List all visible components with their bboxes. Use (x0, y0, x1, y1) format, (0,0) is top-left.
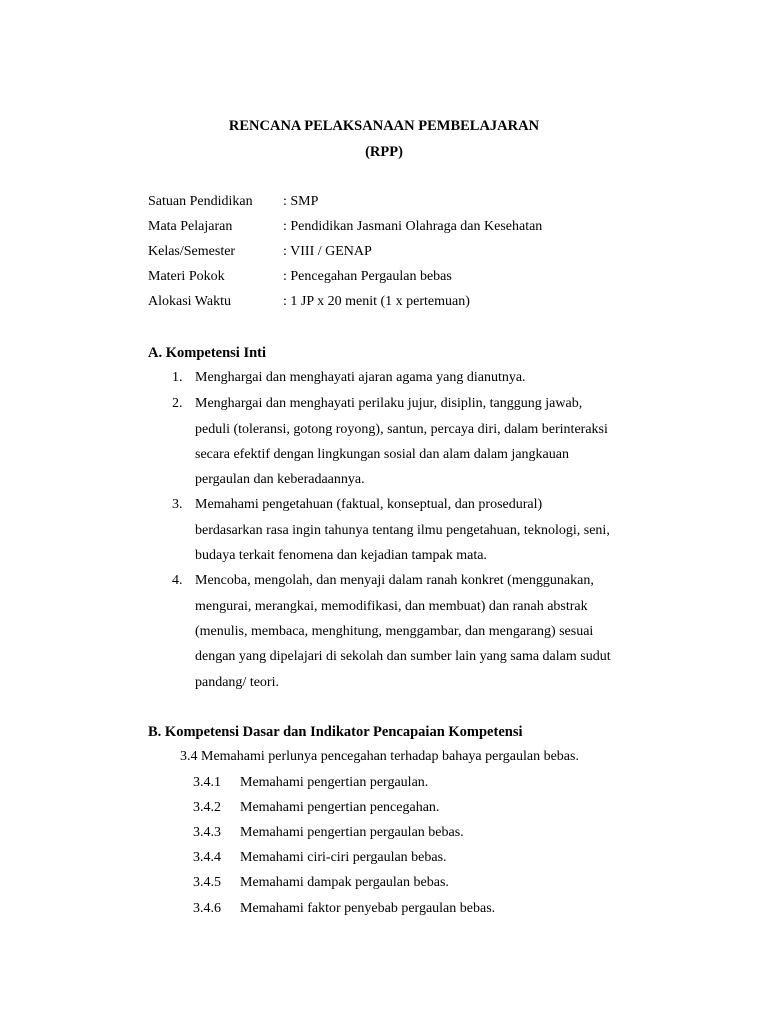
indicator-text: Memahami pengertian pergaulan bebas. (240, 825, 464, 840)
document-title: RENCANA PELAKSANAAN PEMBELAJARAN (228, 118, 540, 134)
kd-statement: 3.4 Memahami perlunya pencegahan terhadap bahaya pergaulan bebas. (180, 749, 579, 764)
document-subtitle: (RPP) (365, 144, 403, 160)
list-item-line: Mencoba, mengolah, dan menyaji dalam ranah konkret (menggunakan, (195, 573, 594, 588)
identity-label: Mata Pelajaran (148, 219, 233, 234)
identity-value: : Pencegahan Pergaulan bebas (283, 269, 452, 284)
indicator-text: Memahami ciri-ciri pergaulan bebas. (240, 850, 447, 865)
list-item-number: 4. (172, 573, 183, 588)
indicator-number: 3.4.3 (193, 825, 221, 840)
list-item-line: Menghargai dan menghayati perilaku jujur, disiplin, tanggung jawab, (195, 396, 583, 411)
list-item-number: 1. (172, 370, 183, 385)
identity-label: Kelas/Semester (148, 244, 236, 259)
indicator-text: Memahami pengertian pergaulan. (240, 775, 429, 790)
identity-value: : VIII / GENAP (283, 244, 372, 259)
indicator-text: Memahami dampak pergaulan bebas. (240, 875, 449, 890)
identity-value: : 1 JP x 20 menit (1 x pertemuan) (283, 294, 470, 309)
list-item-line: mengurai, merangkai, memodifikasi, dan membuat) dan ranah abstrak (195, 599, 588, 614)
section-a-heading: A. Kompetensi Inti (148, 345, 267, 361)
list-item-line: Menghargai dan menghayati ajaran agama yang dianutnya. (195, 370, 526, 385)
list-item-line: (menulis, membaca, menghitung, menggambar, dan mengarang) sesuai (195, 624, 594, 639)
indicator-text: Memahami pengertian pencegahan. (240, 800, 440, 815)
indicator-number: 3.4.5 (193, 875, 221, 890)
list-item-line: budaya terkait fenomena dan kejadian tampak mata. (195, 548, 487, 563)
list-item-line: peduli (toleransi, gotong royong), santun, percaya diri, dalam berinteraksi (195, 422, 608, 437)
indicator-number: 3.4.1 (193, 775, 221, 790)
list-item-line: dengan yang dipelajari di sekolah dan sumber lain yang sama dalam sudut (195, 649, 611, 664)
indicator-number: 3.4.6 (193, 901, 221, 916)
identity-value: : SMP (283, 194, 319, 209)
list-item-line: pandang/ teori. (195, 675, 279, 690)
identity-label: Satuan Pendidikan (148, 194, 253, 209)
indicator-text: Memahami faktor penyebab pergaulan bebas. (240, 901, 496, 916)
list-item-line: pergaulan dan keberadaannya. (195, 472, 365, 487)
indicator-number: 3.4.4 (193, 850, 221, 865)
identity-label: Materi Pokok (148, 269, 225, 284)
section-b-heading: B. Kompetensi Dasar dan Indikator Pencapaian Kompetensi (148, 724, 523, 740)
list-item-line: Memahami pengetahuan (faktual, konseptual, dan prosedural) (195, 497, 543, 512)
list-item-line: secara efektif dengan lingkungan sosial dan alam dalam jangkauan (195, 447, 569, 462)
list-item-number: 3. (172, 497, 183, 512)
identity-label: Alokasi Waktu (148, 294, 231, 309)
list-item-line: berdasarkan rasa ingin tahunya tentang ilmu pengetahuan, teknologi, seni, (195, 523, 610, 538)
identity-value: : Pendidikan Jasmani Olahraga dan Kesehatan (283, 219, 543, 234)
list-item-number: 2. (172, 396, 183, 411)
indicator-number: 3.4.2 (193, 800, 221, 815)
